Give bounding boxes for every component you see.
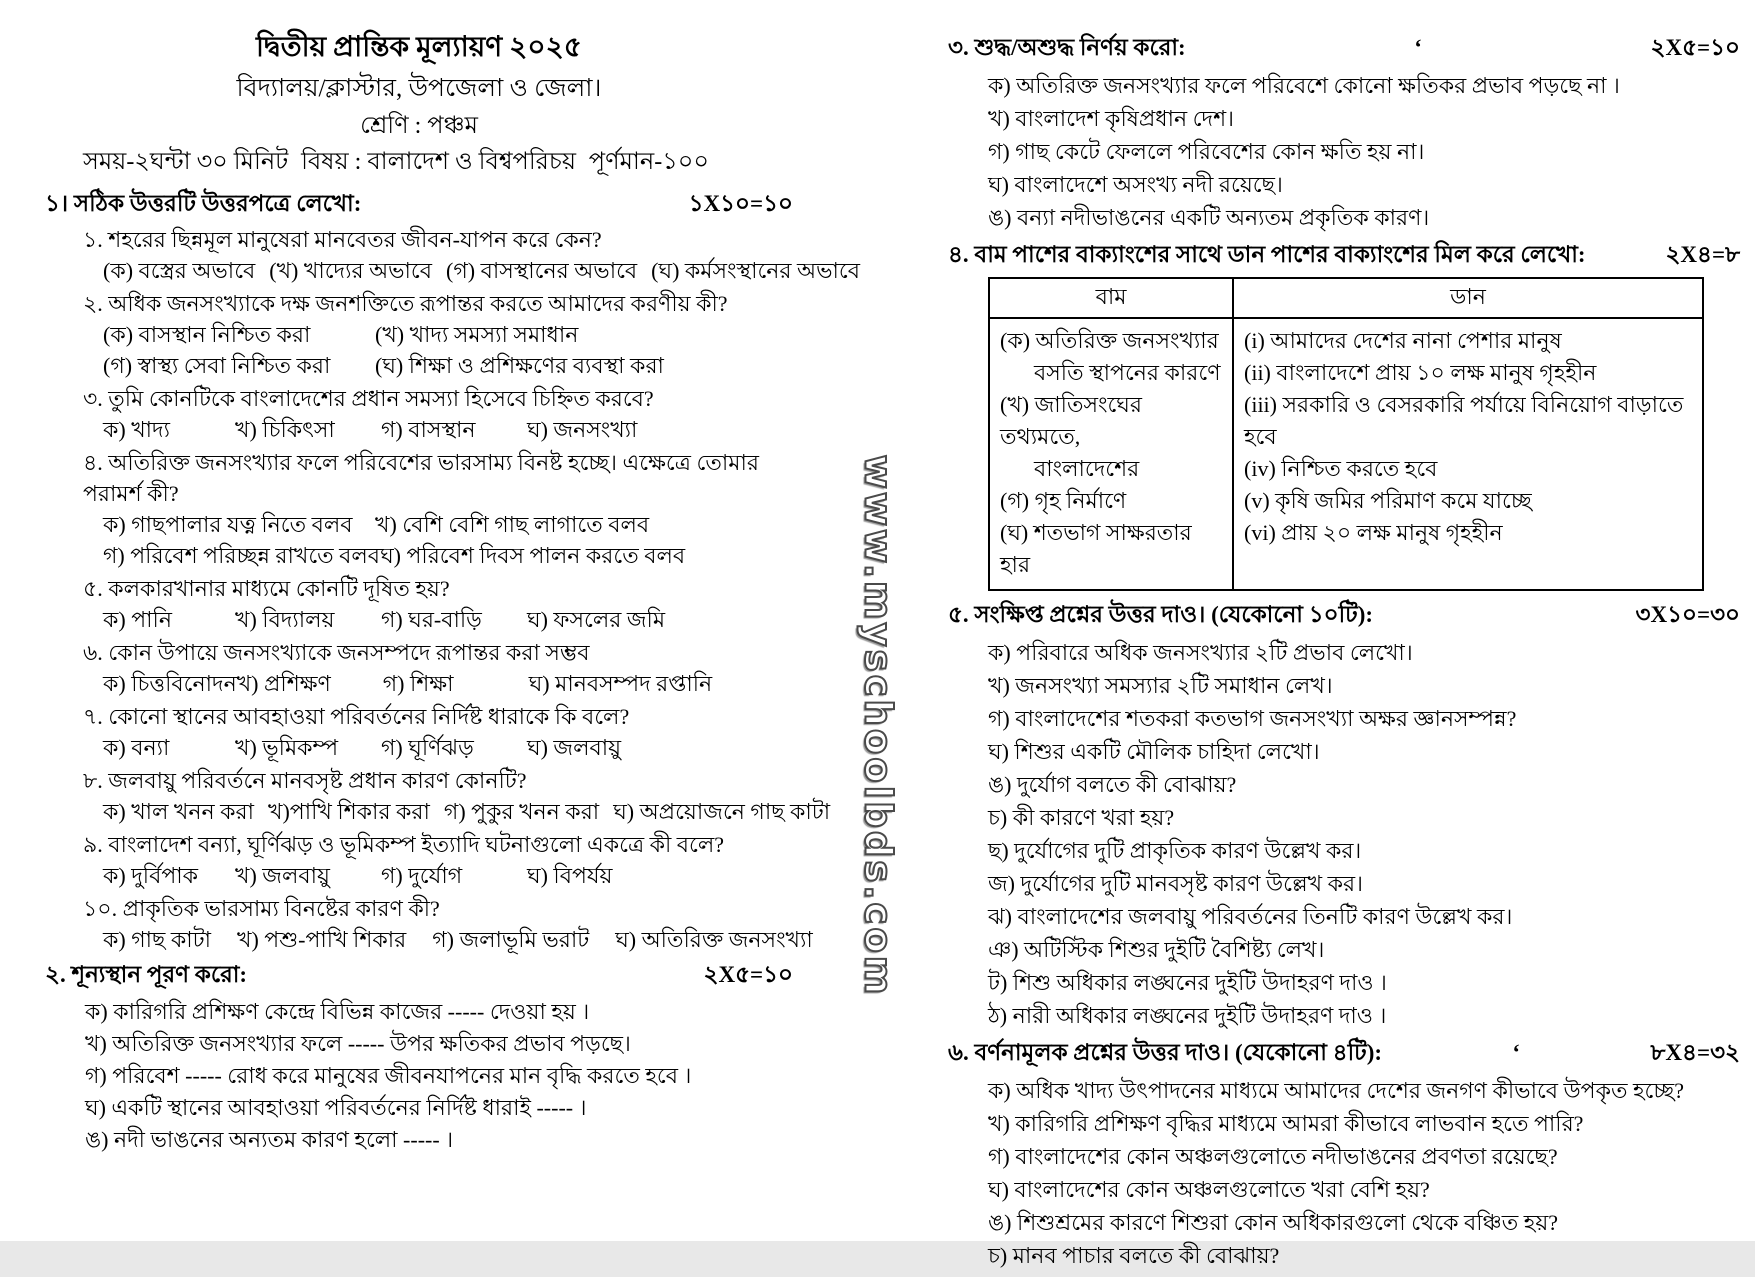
exam-time: সময়-২ঘন্টা ৩০ মিনিট [83,149,289,175]
option-c: গ) বাসস্থান [381,417,476,442]
option-c: গ) দুর্যোগ [381,863,463,888]
short-question-item: গ) বাংলাদেশের শতকরা কতভাগ জনসংখ্যা অক্ষর জ্ঞানসম্পন্ন? [988,706,1517,731]
short-question-item: খ) জনসংখ্যা সমস্যার ২টি সমাধান লেখ। [988,673,1333,698]
option-b: (খ) খাদ্য সমস্যা সমাধান [375,322,579,347]
option-c: (গ) স্বাস্থ্য সেবা নিশ্চিত করা [103,353,331,378]
section3-title: ৩. শুদ্ধ/অশুদ্ধ নির্ণয় করো: [948,35,1186,60]
matching-table-header-right: ডান [1234,279,1702,319]
option-a: ক) দুর্বিপাক [103,863,199,888]
match-left-line: (ক) অতিরিক্ত জনসংখ্যার [1000,328,1219,353]
option-c: গ) শিক্ষা [382,671,454,696]
fill-blank-item: গ) পরিবেশ ----- রোধ করে মানুষের জীবনযাপনের মান বৃদ্ধি করতে হবে । [85,1063,692,1088]
true-false-item: গ) গাছ কেটে ফেললে পরিবেশের কোন ক্ষতি হয় না। [988,139,1425,164]
section4-title: ৪. বাম পাশের বাক্যাংশের সাথে ডান পাশের বাক্যাংশের মিল করে লেখো: [948,242,1586,267]
question-text: ৩. তুমি কোনটিকে বাংলাদেশের প্রধান সমস্যা হিসেবে চিহ্নিত করবে? [83,386,654,411]
option-a: ক) বন্যা [103,735,170,760]
option-row [45,319,793,350]
option-c: গ) ঘূর্ণিঝড় [381,735,474,760]
short-question-item: ঝ) বাংলাদেশের জলবায়ু পরিবর্তনের তিনটি কারণ উল্লেখ কর। [988,904,1513,929]
option-d: ঘ) অতিরিক্ত জনসংখ্যা [615,927,813,952]
option-d: ঘ) ফসলের জমি [527,607,666,632]
stray-quote-mark: ‘ [1512,1040,1521,1065]
option-d: ঘ) অপ্রয়োজনে গাছ কাটা [613,799,831,824]
match-right-line: (i) আমাদের দেশের নানা পেশার মানুষ [1244,328,1562,353]
question-text: ২. অধিক জনসংখ্যাকে দক্ষ জনশক্তিতে রূপান্তর করতে আমাদের করণীয় কী? [83,291,728,316]
short-question-item: ঙ) দুর্যোগ বলতে কী বোঝায়? [988,772,1237,797]
option-b: খ) বেশি বেশি গাছ লাগাতে বলব [375,512,650,537]
option-row [45,924,813,955]
section6-title: ৬. বর্ণনামূলক প্রশ্নের উত্তর দাও। (যেকোনো ৪টি): [948,1040,1383,1065]
option-row [45,350,793,381]
option-d: ঘ) বিপর্যয় [527,863,613,888]
option-a: ক) গাছপালার যত্ন নিতে বলব [103,512,353,537]
short-question-item: ঠ) নারী অধিকার লঙ্ঘনের দুইটি উদাহরণ দাও । [988,1003,1387,1028]
section1-heading [45,188,793,220]
option-a: ক) পানি [103,607,172,632]
option-b: খ) চিকিৎসা [235,417,335,442]
question-text: ৬. কোন উপায়ে জনসংখ্যাকে জনসম্পদে রূপান্তর করা সম্ভব [83,640,590,665]
section1-marks: ১X১০=১০ [688,191,793,216]
site-watermark: www.myschoolbds.com [856,454,900,998]
fill-blank-item: ঘ) একটি স্থানের আবহাওয়া পরিবর্তনের নির্দিষ্ট ধারাই ----- । [85,1095,587,1120]
short-question-item: ঘ) শিশুর একটি মৌলিক চাহিদা লেখো। [988,739,1320,764]
descriptive-question-item: খ) কারিগরি প্রশিক্ষণ বৃদ্ধির মাধ্যমে আমরা কীভাবে লাভবান হতে পারি? [988,1111,1584,1136]
match-right-line: (vi) প্রায় ২০ লক্ষ মানুষ গৃহহীন [1244,520,1503,545]
descriptive-question-item: ঘ) বাংলাদেশের কোন অঞ্চলগুলোতে খরা বেশি হয়? [988,1177,1430,1202]
matching-table-right-cell [1234,319,1702,589]
option-row [45,509,793,540]
option-row [45,796,831,827]
section3-heading [948,32,1740,64]
option-a: (ক) বস্ত্রের অভাবে [103,258,256,283]
option-row [45,255,860,286]
option-a: ক) খাদ্য [103,417,170,442]
header-meta-row [45,146,793,178]
short-question-item: ট) শিশু অধিকার লঙ্ঘনের দুইটি উদাহরণ দাও । [988,970,1387,995]
match-right-line: (iii) সরকারি ও বেসরকারি পর্যায়ে বিনিয়োগ বাড়াতে হবে [1244,392,1684,449]
match-left-line: (খ) জাতিসংঘের তথ্যমতে, [1000,392,1142,449]
true-false-item: খ) বাংলাদেশ কৃষিপ্রধান দেশ। [988,106,1235,131]
fill-blank-item: খ) অতিরিক্ত জনসংখ্যার ফলে ----- উপর ক্ষতিকর প্রভাব পড়ছে। [85,1031,631,1056]
match-right-line: (iv) নিশ্চিত করতে হবে [1244,456,1438,481]
match-right-line: (ii) বাংলাদেশে প্রায় ১০ লক্ষ মানুষ গৃহহীন [1244,360,1597,385]
left-column [45,30,860,1160]
question-text: ৮. জলবায়ু পরিবর্তনে মানবসৃষ্ট প্রধান কারণ কোনটি? [83,768,527,793]
true-false-item: ঙ) বন্যা নদীভাঙনের একটি অন্যতম প্রকৃতিক কারণ। [988,205,1430,230]
short-question-item: ক) পরিবারে অধিক জনসংখ্যার ২টি প্রভাব লেখো। [988,640,1413,665]
section2-marks: ২X৫=১০ [703,962,793,987]
option-b: (খ) খাদ্যের অভাবে [269,258,432,283]
option-row [45,540,793,571]
short-question-item: জ) দুর্যোগের দুটি মানবসৃষ্ট কারণ উল্লেখ কর। [988,871,1363,896]
matching-table-header-left: বাম [990,279,1234,319]
section4-heading [948,239,1740,271]
option-d: (ঘ) কর্মসংস্থানের অভাবে [651,258,860,283]
mcq-question-10 [45,893,813,955]
option-b: খ) ভূমিকম্প [235,735,339,760]
option-b: খ)পাখি শিকার করা [268,799,430,824]
mcq-question-9 [45,829,793,891]
mcq-question-6 [45,637,793,699]
header-org-line: বিদ্যালয়/ক্লাস্টার, উপজেলা ও জেলা। [236,75,602,102]
option-a: (ক) বাসস্থান নিশ্চিত করা [103,322,311,347]
section1-title: ১। সঠিক উত্তরটি উত্তরপত্রে লেখো: [45,191,362,216]
option-a: ক) গাছ কাটা [103,927,211,952]
right-column [948,28,1740,1277]
section2-heading [45,959,793,991]
true-false-item: ঘ) বাংলাদেশে অসংখ্য নদী রয়েছে। [988,172,1283,197]
exam-full-marks: পূর্ণমান-১০০ [588,149,709,175]
match-left-line: বাংলাদেশের [1034,456,1140,481]
mcq-question-2 [45,288,793,381]
question-text: ১. শহরের ছিন্নমূল মানুষেরা মানবেতর জীবন-যাপন করে কেন? [83,227,602,252]
question-text: ৫. কলকারখানার মাধ্যমে কোনটি দূষিত হয়? [83,576,450,601]
option-c: গ) জলাভূমি ভরাট [432,927,590,952]
match-right-line: (v) কৃষি জমির পরিমাণ কমে যাচ্ছে [1244,488,1532,513]
question-text: ৯. বাংলাদেশ বন্যা, ঘূর্ণিঝড় ও ভূমিকম্প ইত্যাদি ঘটনাগুলো একত্রে কী বলে? [83,832,725,857]
fill-blank-item: ক) কারিগরি প্রশিক্ষণ কেন্দ্রে বিভিন্ন কাজের ----- দেওয়া হয় । [85,999,590,1024]
option-b: খ) জলবায়ু [235,863,330,888]
section6-heading [948,1037,1740,1069]
option-d: ঘ) জনসংখ্যা [527,417,638,442]
option-row [45,860,793,891]
mcq-question-7 [45,701,793,763]
header-class-line: শ্রেণি : পঞ্চম [360,113,478,139]
mcq-question-8 [45,765,831,827]
option-b: খ) প্রশিক্ষণ [236,671,331,696]
matching-table-left-cell [990,319,1234,589]
fill-blank-item: ঙ) নদী ভাঙনের অন্যতম কারণ হলো ----- । [85,1127,454,1152]
mcq-question-1 [45,224,860,286]
stray-quote-mark: ‘ [1414,35,1422,60]
exam-subject: বিষয় : বালাদেশ ও বিশ্বপরিচয় [301,149,576,175]
section4-marks: ২X৪=৮ [1665,242,1740,267]
option-a: ক) খাল খনন করা [103,799,255,824]
mcq-question-3 [45,383,793,445]
option-row [45,668,793,699]
short-question-item: চ) কী কারণে খরা হয়? [988,805,1175,830]
short-question-item: ছ) দুর্যোগের দুটি প্রাকৃতিক কারণ উল্লেখ কর। [988,838,1362,863]
section6-marks: ৮X৪=৩২ [1650,1040,1740,1065]
option-c: (গ) বাসস্থানের অভাবে [446,258,638,283]
descriptive-question-item: চ) মানব পাচার বলতে কী বোঝায়? [988,1243,1280,1268]
short-question-item: ঞ) অটিস্টিক শিশুর দুইটি বৈশিষ্ট্য লেখ। [988,937,1325,962]
option-a: ক) চিত্তবিনোদন [103,671,237,696]
option-row [45,414,793,445]
option-c: গ) পুকুর খনন করা [443,799,600,824]
section5-heading [948,599,1740,631]
page-title: দ্বিতীয় প্রান্তিক মূল্যায়ণ ২০২৫ [256,32,582,63]
descriptive-question-item: গ) বাংলাদেশের কোন অঞ্চলগুলোতে নদীভাঙনের প্রবণতা রয়েছে? [988,1144,1558,1169]
question-text: ১০. প্রাকৃতিক ভারসাম্য বিনষ্টের কারণ কী? [83,896,440,921]
option-row [45,732,793,763]
question-text: ৭. কোনো স্থানের আবহাওয়া পরিবর্তনের নির্দিষ্ট ধারাকে কি বলে? [83,704,630,729]
section5-title: ৫. সংক্ষিপ্ত প্রশ্নের উত্তর দাও। (যেকোনো ১০টি): [948,602,1374,627]
section5-marks: ৩X১০=৩০ [1635,602,1740,627]
descriptive-question-item: ঙ) শিশুশ্রমের কারণে শিশুরা কোন অধিকারগুলো থেকে বঞ্চিত হয়? [988,1210,1559,1235]
mcq-question-4 [45,447,793,571]
option-c: গ) ঘর-বাড়ি [381,607,482,632]
option-d: ঘ) পরিবেশ দিবস পালন করতে বলব [380,543,686,568]
section3-marks: ২X৫=১০ [1650,35,1740,60]
question-text: ৪. অতিরিক্ত জনসংখ্যার ফলে পরিবেশের ভারসাম্য বিনষ্ট হচ্ছে। এক্ষেত্রে তোমার পরামর্শ কী? [83,450,759,506]
section2-title: ২. শূন্যস্থান পূরণ করো: [45,962,248,987]
match-left-line: বসতি স্থাপনের কারণে [1034,360,1221,385]
matching-table [988,277,1704,591]
option-d: ঘ) জলবায়ু [527,735,622,760]
descriptive-question-item: ক) অধিক খাদ্য উৎপাদনের মাধ্যমে আমাদের দেশের জনগণ কীভাবে উপকৃত হচ্ছে? [988,1078,1684,1103]
true-false-item: ক) অতিরিক্ত জনসংখ্যার ফলে পরিবেশে কোনো ক্ষতিকর প্রভাব পড়ছে না । [988,73,1620,98]
option-d: (ঘ) শিক্ষা ও প্রশিক্ষণের ব্যবস্থা করা [375,353,664,378]
match-left-line: (গ) গৃহ নির্মাণে [1000,488,1127,513]
option-b: খ) পশু-পাখি শিকার [237,927,407,952]
option-b: খ) বিদ্যালয় [235,607,335,632]
option-c: গ) পরিবেশ পরিচ্ছন্ন রাখতে বলব [103,543,381,568]
mcq-question-5 [45,573,793,635]
option-d: ঘ) মানবসম্পদ রপ্তানি [528,671,713,696]
option-row [45,604,793,635]
match-left-line: (ঘ) শতভাগ সাক্ষরতার হার [1000,520,1192,577]
